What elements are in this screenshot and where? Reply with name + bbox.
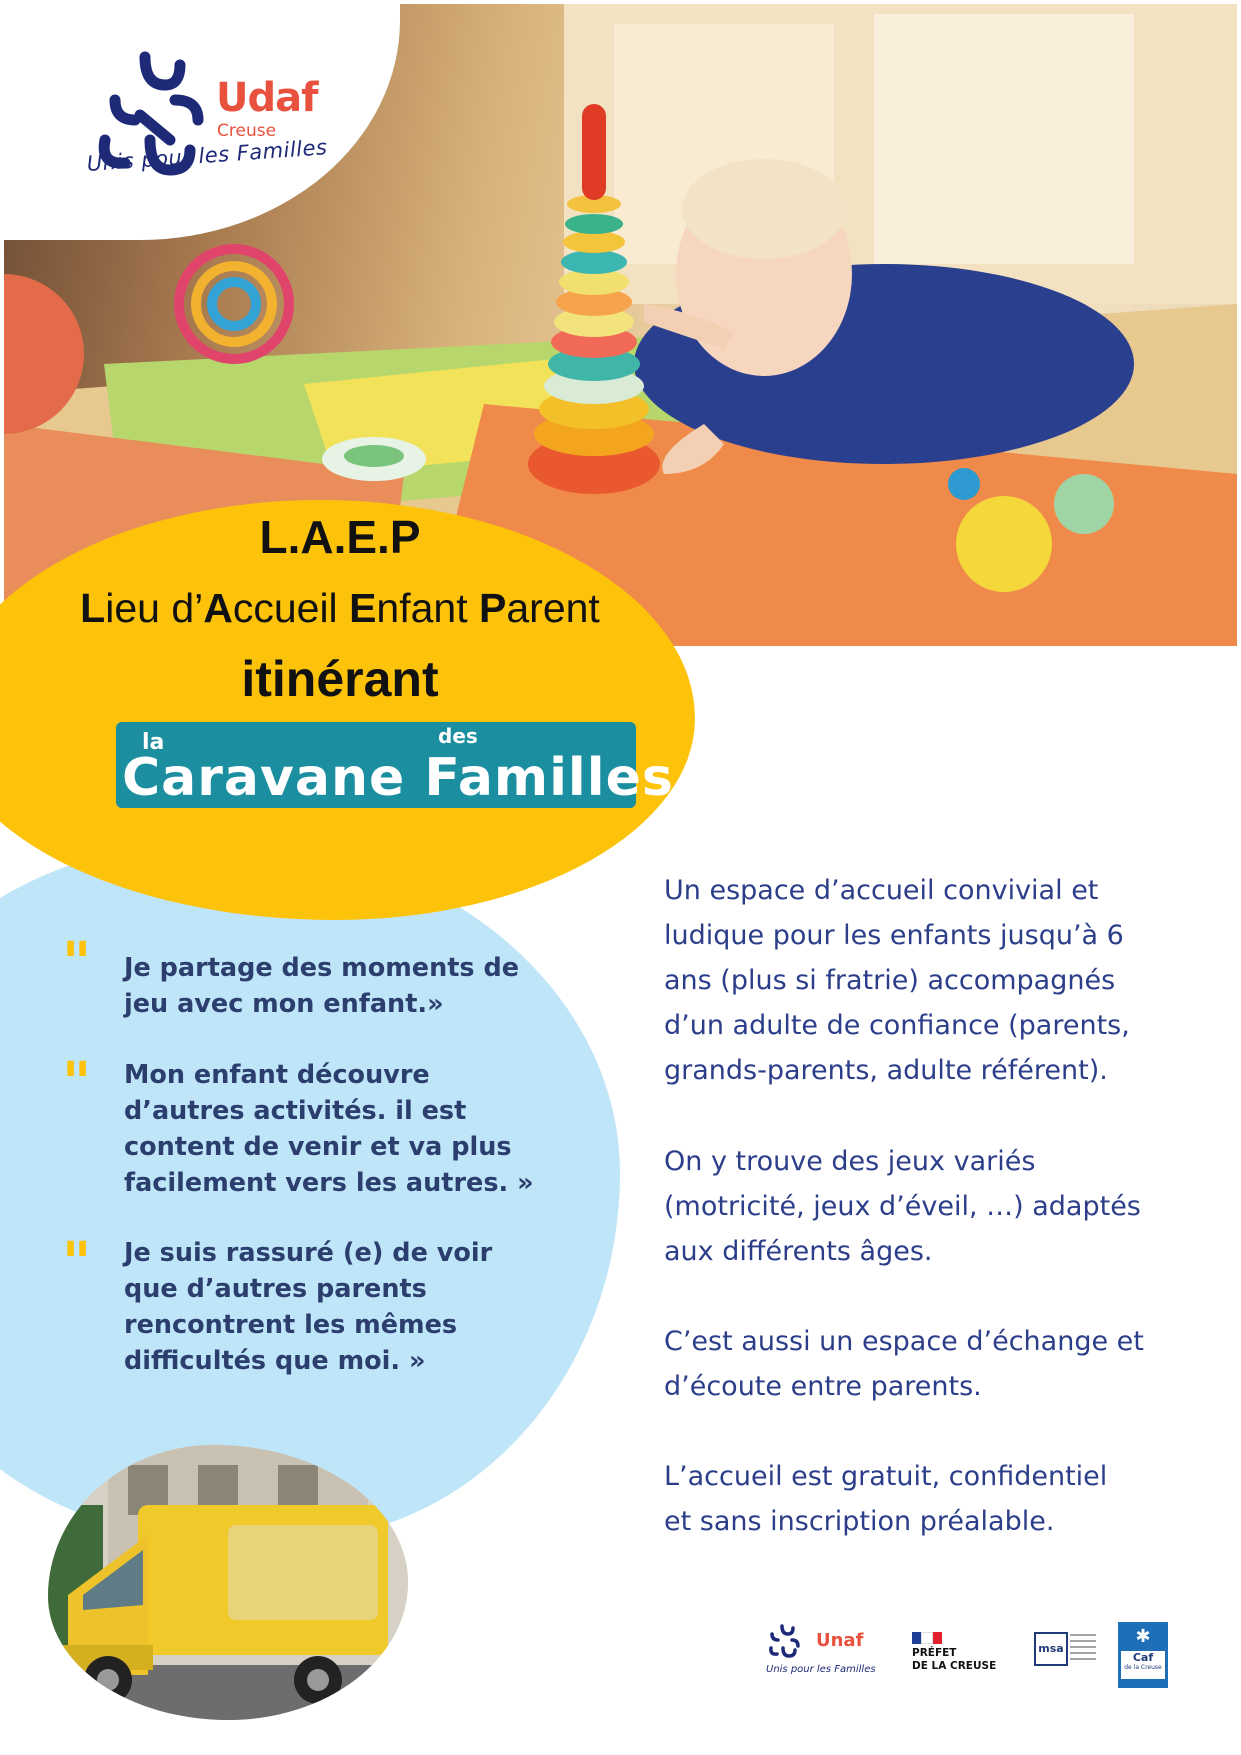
udaf-subtitle: Creuse (217, 121, 277, 141)
quote-mark-icon: " (62, 1050, 92, 1116)
snowflake-icon: ✱ (1135, 1626, 1151, 1647)
unaf-logo (766, 1622, 876, 1682)
quote-mark-icon: " (62, 930, 92, 996)
title-acronym: L.A.E.P (259, 511, 421, 563)
french-flag-icon (912, 1632, 942, 1644)
udaf-tagline: Unis pour les Familles (86, 135, 329, 176)
paragraph-games: On y trouve des jeux variés (motricité, jeux d’éveil, …) adaptés aux différents âges. (664, 1146, 1141, 1267)
caravane-la: la (142, 730, 165, 755)
msa-logo: msa (1034, 1632, 1098, 1684)
quote-3: Je suis rassuré (e) de voir que d’autres parents rencontrent les mêmes difficultés que moi. » (124, 1238, 493, 1376)
quote-1: Je partage des moments de jeu avec mon enfant.» (124, 953, 520, 1019)
paragraph-exchange: C’est aussi un espace d’échange et d’écoute entre parents. (664, 1326, 1144, 1402)
unaf-tagline: Unis pour les Familles (766, 1664, 876, 1675)
quote-2: Mon enfant découvre d’autres activités. il est content de venir et va plus facilement vers les autres. » (124, 1060, 534, 1198)
title-full-name: Lieu d’Accueil Enfant Parent (80, 585, 600, 631)
caravane-main: Caravane Familles (122, 748, 674, 808)
caravane-des: des (438, 724, 478, 748)
caf-logo: ✱ Caf de la Creuse (1118, 1622, 1168, 1688)
prefet-logo: PRÉFET DE LA CREUSE (912, 1632, 1012, 1682)
udaf-wordmark: Udaf (216, 75, 318, 121)
msa-text-lines (1070, 1634, 1096, 1660)
quote-mark-icon: " (62, 1230, 92, 1296)
unaf-name: Unaf (816, 1630, 864, 1651)
title-mode: itinérant (241, 651, 439, 707)
unaf-logo-icon (766, 1622, 806, 1662)
paragraph-description: Un espace d’accueil convivial et ludique pour les enfants jusqu’à 6 ans (plus si fratrie) accompagnés d’un adulte de confiance (parents, grands-parents, adulte référent). (664, 875, 1130, 1086)
paragraph-free: L’accueil est gratuit, confidentiel et sans inscription préalable. (664, 1461, 1108, 1537)
